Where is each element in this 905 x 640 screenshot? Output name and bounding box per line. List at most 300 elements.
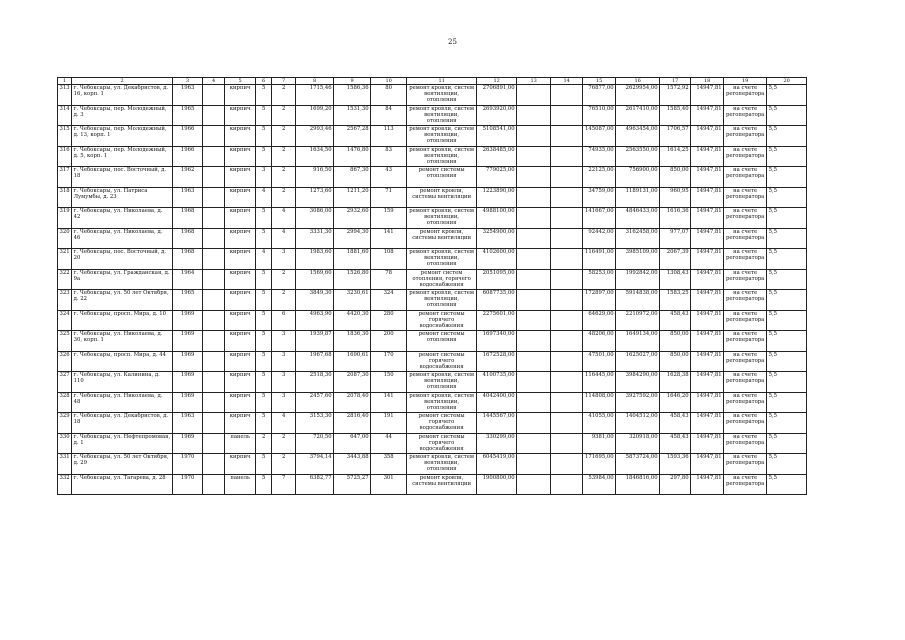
- cell-year: 1963: [173, 187, 203, 208]
- cell-d: 14947,81: [691, 351, 724, 372]
- cell-s2: 2567,28: [334, 126, 371, 147]
- cell-empty: [517, 269, 551, 290]
- cell-p: 108: [371, 249, 407, 270]
- cell-rate: 5,5: [767, 372, 807, 393]
- cell-a: 48206,00: [583, 331, 616, 352]
- cell-rate: 5,5: [767, 351, 807, 372]
- cell-en: 2: [272, 126, 296, 147]
- cell-rate: 5,5: [767, 146, 807, 167]
- cell-d: 14947,81: [691, 413, 724, 434]
- cell-a: 116445,00: [583, 372, 616, 393]
- column-number-cell: 4: [203, 78, 225, 85]
- cell-mat: кирпич: [225, 208, 256, 229]
- cell-d: 14947,81: [691, 392, 724, 413]
- cell-year: 1970: [173, 474, 203, 495]
- cell-n: 331: [58, 454, 72, 475]
- cell-a: 171695,00: [583, 454, 616, 475]
- cell-empty: [517, 249, 551, 270]
- cell-n: 315: [58, 126, 72, 147]
- cell-b: 1189131,00: [616, 187, 660, 208]
- cell-a: 114808,00: [583, 392, 616, 413]
- cell-b: 3984290,00: [616, 372, 660, 393]
- cell-work: ремонт системы горячего водоснабжения: [407, 433, 477, 454]
- cell-rate: 5,5: [767, 187, 807, 208]
- cell-fl: 5: [256, 392, 272, 413]
- cell-en: 4: [272, 228, 296, 249]
- cell-mat: кирпич: [225, 167, 256, 188]
- cell-way: на счете регоператора: [724, 269, 767, 290]
- cell-s1: 2993,46: [296, 126, 334, 147]
- cell-s1: 3849,30: [296, 290, 334, 311]
- cell-s2: 1690,61: [334, 351, 371, 372]
- cell-empty: [517, 331, 551, 352]
- cell-rate: 5,5: [767, 454, 807, 475]
- cell-empty: [517, 413, 551, 434]
- cell-empty: [517, 433, 551, 454]
- cell-way: на счете регоператора: [724, 392, 767, 413]
- column-number-cell: 11: [407, 78, 477, 85]
- cell-empty: [517, 126, 551, 147]
- cell-work: ремонт кровли, систем вентиляции, отопления: [407, 85, 477, 106]
- cell-n: 318: [58, 187, 72, 208]
- column-number-cell: 19: [724, 78, 767, 85]
- cell-empty: [551, 167, 583, 188]
- cell-s2: 1836,30: [334, 331, 371, 352]
- cell-addr: г. Чебоксары, ул. Декабристов, д. 18: [72, 413, 173, 434]
- cell-d: 14947,81: [691, 372, 724, 393]
- cell-mat: панель: [225, 433, 256, 454]
- cell-s2: 2932,60: [334, 208, 371, 229]
- cell-n: 326: [58, 351, 72, 372]
- cell-empty: [517, 105, 551, 126]
- table-row: [58, 249, 807, 270]
- cell-mat: кирпич: [225, 269, 256, 290]
- cell-empty: [551, 290, 583, 311]
- cell-empty: [517, 372, 551, 393]
- cell-addr: г. Чебоксары, ул. Тагарева, д. 28: [72, 474, 173, 495]
- cell-empty: [551, 126, 583, 147]
- cell-empty: [551, 351, 583, 372]
- cell-year: 1963: [173, 413, 203, 434]
- column-number-cell: 7: [272, 78, 296, 85]
- cell-fl: 5: [256, 331, 272, 352]
- cell-fl: 5: [256, 85, 272, 106]
- cell-empty: [551, 249, 583, 270]
- cell-b: 1992842,00: [616, 269, 660, 290]
- cell-way: на счете регоператора: [724, 126, 767, 147]
- column-number-cell: 12: [477, 78, 517, 85]
- cell-fl: 2: [256, 433, 272, 454]
- cell-rate: 5,5: [767, 474, 807, 495]
- housing-repair-table: [57, 77, 807, 495]
- cell-p: 280: [371, 310, 407, 331]
- cell-fl: 4: [256, 249, 272, 270]
- table-row: [58, 474, 807, 495]
- cell-empty: [203, 372, 225, 393]
- cell-mat: кирпич: [225, 228, 256, 249]
- column-number-cell: 13: [517, 78, 551, 85]
- cell-sum: 2693920,00: [477, 105, 517, 126]
- cell-empty: [203, 269, 225, 290]
- cell-rate: 5,5: [767, 413, 807, 434]
- cell-empty: [203, 85, 225, 106]
- cell-p: 71: [371, 187, 407, 208]
- cell-p: 170: [371, 351, 407, 372]
- cell-year: 1965: [173, 290, 203, 311]
- cell-s1: 2518,30: [296, 372, 334, 393]
- cell-s2: 647,00: [334, 433, 371, 454]
- cell-work: ремонт кровли, систем вентиляции, отопления: [407, 126, 477, 147]
- cell-way: на счете регоператора: [724, 249, 767, 270]
- cell-empty: [517, 310, 551, 331]
- cell-work: ремонт систем отопления, горячего водоснабжения: [407, 269, 477, 290]
- page-number: 25: [448, 38, 457, 46]
- cell-fl: 4: [256, 187, 272, 208]
- column-number-row: [58, 78, 807, 85]
- cell-sum: 2706891,00: [477, 85, 517, 106]
- cell-p: 191: [371, 413, 407, 434]
- cell-rate: 5,5: [767, 269, 807, 290]
- cell-c: 1585,40: [660, 105, 691, 126]
- cell-empty: [517, 187, 551, 208]
- cell-empty: [203, 249, 225, 270]
- cell-rate: 5,5: [767, 85, 807, 106]
- cell-en: 3: [272, 392, 296, 413]
- cell-addr: г. Чебоксары, пер. Молодежный, д. 13, корп. 1: [72, 126, 173, 147]
- cell-sum: 1900800,00: [477, 474, 517, 495]
- cell-mat: кирпич: [225, 249, 256, 270]
- cell-s1: 1634,50: [296, 146, 334, 167]
- cell-way: на счете регоператора: [724, 331, 767, 352]
- table-row: [58, 413, 807, 434]
- column-number-cell: 17: [660, 78, 691, 85]
- cell-year: 1968: [173, 249, 203, 270]
- cell-c: 2067,39: [660, 249, 691, 270]
- cell-s2: 1526,80: [334, 269, 371, 290]
- cell-empty: [517, 228, 551, 249]
- cell-a: 58253,00: [583, 269, 616, 290]
- cell-year: 1969: [173, 310, 203, 331]
- table-row: [58, 310, 807, 331]
- cell-c: 458,43: [660, 413, 691, 434]
- cell-way: на счете регоператора: [724, 413, 767, 434]
- cell-way: на счете регоператора: [724, 433, 767, 454]
- cell-d: 14947,81: [691, 85, 724, 106]
- cell-en: 6: [272, 310, 296, 331]
- cell-sum: 330299,00: [477, 433, 517, 454]
- cell-en: 4: [272, 413, 296, 434]
- cell-rate: 5,5: [767, 433, 807, 454]
- cell-rate: 5,5: [767, 105, 807, 126]
- cell-work: ремонт системы отопления: [407, 331, 477, 352]
- cell-d: 14947,81: [691, 474, 724, 495]
- table-row: [58, 167, 807, 188]
- table-row: [58, 454, 807, 475]
- cell-a: 64629,00: [583, 310, 616, 331]
- cell-d: 14947,81: [691, 105, 724, 126]
- cell-s2: 1211,20: [334, 187, 371, 208]
- cell-mat: кирпич: [225, 310, 256, 331]
- cell-fl: 5: [256, 351, 272, 372]
- cell-empty: [551, 474, 583, 495]
- cell-mat: кирпич: [225, 351, 256, 372]
- cell-b: 4963454,00: [616, 126, 660, 147]
- cell-c: 1583,25: [660, 290, 691, 311]
- cell-empty: [203, 187, 225, 208]
- cell-n: 329: [58, 413, 72, 434]
- cell-empty: [203, 351, 225, 372]
- cell-s2: 4420,30: [334, 310, 371, 331]
- cell-s2: 3230,61: [334, 290, 371, 311]
- cell-n: 332: [58, 474, 72, 495]
- cell-b: 4846433,00: [616, 208, 660, 229]
- cell-work: ремонт кровли, системы вентиляции: [407, 474, 477, 495]
- cell-empty: [551, 331, 583, 352]
- cell-n: 316: [58, 146, 72, 167]
- column-number-cell: 3: [173, 78, 203, 85]
- cell-empty: [203, 392, 225, 413]
- cell-sum: 6045419,00: [477, 454, 517, 475]
- cell-way: на счете регоператора: [724, 474, 767, 495]
- cell-p: 141: [371, 392, 407, 413]
- cell-empty: [203, 208, 225, 229]
- column-number-cell: 14: [551, 78, 583, 85]
- cell-n: 324: [58, 310, 72, 331]
- cell-mat: кирпич: [225, 372, 256, 393]
- cell-mat: кирпич: [225, 413, 256, 434]
- cell-sum: 2051095,00: [477, 269, 517, 290]
- cell-sum: 4102600,00: [477, 249, 517, 270]
- cell-n: 321: [58, 249, 72, 270]
- cell-a: 9381,00: [583, 433, 616, 454]
- cell-fl: 5: [256, 454, 272, 475]
- cell-addr: г. Чебоксары, ул. Декабристов, д. 16, корп. 1: [72, 85, 173, 106]
- cell-addr: г. Чебоксары, ул. Калинина, д. 110: [72, 372, 173, 393]
- cell-s1: 916,50: [296, 167, 334, 188]
- cell-work: ремонт кровли, системы вентиляции: [407, 228, 477, 249]
- cell-rate: 5,5: [767, 126, 807, 147]
- column-number-cell: 8: [296, 78, 334, 85]
- table-row: [58, 146, 807, 167]
- cell-b: 5914838,00: [616, 290, 660, 311]
- cell-n: 328: [58, 392, 72, 413]
- cell-s1: 3331,30: [296, 228, 334, 249]
- cell-b: 1649134,00: [616, 331, 660, 352]
- cell-s2: 1476,80: [334, 146, 371, 167]
- cell-a: 76877,00: [583, 85, 616, 106]
- cell-work: ремонт системы горячего водоснабжения: [407, 310, 477, 331]
- cell-s1: 6382,77: [296, 474, 334, 495]
- cell-s1: 1939,87: [296, 331, 334, 352]
- cell-rate: 5,5: [767, 208, 807, 229]
- cell-empty: [551, 187, 583, 208]
- cell-d: 14947,81: [691, 187, 724, 208]
- cell-addr: г. Чебоксары, ул. 50 лет Октября, д. 29: [72, 454, 173, 475]
- cell-n: 320: [58, 228, 72, 249]
- cell-addr: г. Чебоксары, ул. Патриса Лумумбы, д. 23: [72, 187, 173, 208]
- cell-en: 2: [272, 433, 296, 454]
- cell-a: 74935,00: [583, 146, 616, 167]
- cell-c: 1593,36: [660, 454, 691, 475]
- cell-work: ремонт кровли, систем вентиляции, отопления: [407, 208, 477, 229]
- cell-c: 1706,57: [660, 126, 691, 147]
- table-row: [58, 269, 807, 290]
- cell-a: 76510,00: [583, 105, 616, 126]
- cell-p: 324: [371, 290, 407, 311]
- cell-fl: 5: [256, 208, 272, 229]
- cell-n: 319: [58, 208, 72, 229]
- cell-mat: кирпич: [225, 187, 256, 208]
- column-number-cell: 5: [225, 78, 256, 85]
- cell-mat: кирпич: [225, 146, 256, 167]
- cell-b: 3927592,00: [616, 392, 660, 413]
- table-row: [58, 372, 807, 393]
- cell-empty: [517, 208, 551, 229]
- cell-empty: [517, 290, 551, 311]
- cell-en: 7: [272, 474, 296, 495]
- cell-s1: 3794,14: [296, 454, 334, 475]
- cell-d: 14947,81: [691, 208, 724, 229]
- cell-s2: 867,30: [334, 167, 371, 188]
- cell-s1: 2457,60: [296, 392, 334, 413]
- cell-a: 47501,00: [583, 351, 616, 372]
- cell-empty: [517, 167, 551, 188]
- cell-work: ремонт кровли, систем вентиляции, отопления: [407, 105, 477, 126]
- cell-sum: 2638485,00: [477, 146, 517, 167]
- cell-c: 977,07: [660, 228, 691, 249]
- cell-addr: г. Чебоксары, ул. Николаева, д. 46: [72, 228, 173, 249]
- cell-p: 78: [371, 269, 407, 290]
- cell-a: 41055,00: [583, 413, 616, 434]
- cell-empty: [203, 290, 225, 311]
- cell-empty: [551, 454, 583, 475]
- cell-n: 317: [58, 167, 72, 188]
- cell-fl: 5: [256, 474, 272, 495]
- cell-empty: [551, 433, 583, 454]
- cell-mat: кирпич: [225, 126, 256, 147]
- cell-addr: г. Чебоксары, пер. Молодежный, д. 5, корп. 1: [72, 146, 173, 167]
- cell-way: на счете регоператора: [724, 167, 767, 188]
- column-number-cell: 10: [371, 78, 407, 85]
- cell-en: 2: [272, 290, 296, 311]
- cell-c: 458,43: [660, 310, 691, 331]
- cell-empty: [551, 85, 583, 106]
- cell-empty: [203, 167, 225, 188]
- cell-mat: панель: [225, 474, 256, 495]
- cell-sum: 4042400,00: [477, 392, 517, 413]
- cell-empty: [517, 474, 551, 495]
- cell-sum: 1672528,00: [477, 351, 517, 372]
- cell-p: 83: [371, 146, 407, 167]
- cell-work: ремонт кровли, систем вентиляции, отопления: [407, 372, 477, 393]
- cell-fl: 5: [256, 290, 272, 311]
- cell-p: 301: [371, 474, 407, 495]
- cell-empty: [551, 146, 583, 167]
- column-number-cell: 18: [691, 78, 724, 85]
- cell-rate: 5,5: [767, 249, 807, 270]
- cell-empty: [517, 392, 551, 413]
- cell-year: 1969: [173, 392, 203, 413]
- column-number-cell: 2: [72, 78, 173, 85]
- cell-rate: 5,5: [767, 392, 807, 413]
- cell-a: 145087,00: [583, 126, 616, 147]
- cell-way: на счете регоператора: [724, 351, 767, 372]
- cell-s2: 1531,30: [334, 105, 371, 126]
- cell-n: 313: [58, 85, 72, 106]
- table-row: [58, 228, 807, 249]
- table-row: [58, 208, 807, 229]
- cell-empty: [551, 413, 583, 434]
- cell-b: 3985109,00: [616, 249, 660, 270]
- cell-way: на счете регоператора: [724, 372, 767, 393]
- cell-a: 116491,00: [583, 249, 616, 270]
- cell-b: 1404512,00: [616, 413, 660, 434]
- cell-d: 14947,81: [691, 331, 724, 352]
- cell-sum: 4988100,00: [477, 208, 517, 229]
- cell-addr: г. Чебоксары, ул. Николаева, д. 48: [72, 392, 173, 413]
- cell-mat: кирпич: [225, 85, 256, 106]
- cell-work: ремонт системы горячего водоснабжения: [407, 413, 477, 434]
- table-row: [58, 85, 807, 106]
- cell-en: 2: [272, 454, 296, 475]
- cell-empty: [551, 372, 583, 393]
- cell-way: на счете регоператора: [724, 187, 767, 208]
- cell-work: ремонт системы отопления: [407, 167, 477, 188]
- cell-s2: 2078,40: [334, 392, 371, 413]
- cell-d: 14947,81: [691, 290, 724, 311]
- cell-addr: г. Чебоксары, пер. Молодежный, д. 3: [72, 105, 173, 126]
- cell-s2: 2816,40: [334, 413, 371, 434]
- cell-empty: [551, 228, 583, 249]
- cell-s1: 3086,00: [296, 208, 334, 229]
- cell-d: 14947,81: [691, 228, 724, 249]
- cell-mat: кирпич: [225, 331, 256, 352]
- cell-c: 458,43: [660, 433, 691, 454]
- cell-fl: 5: [256, 372, 272, 393]
- cell-rate: 5,5: [767, 167, 807, 188]
- cell-b: 2629954,00: [616, 85, 660, 106]
- cell-addr: г. Чебоксары, ул. Николаева, д. 30, корп. 1: [72, 331, 173, 352]
- cell-empty: [203, 105, 225, 126]
- cell-work: ремонт кровли, систем вентиляции, отопления: [407, 454, 477, 475]
- cell-empty: [551, 269, 583, 290]
- cell-fl: 5: [256, 413, 272, 434]
- cell-b: 320918,00: [616, 433, 660, 454]
- cell-p: 141: [371, 228, 407, 249]
- cell-p: 43: [371, 167, 407, 188]
- cell-b: 5873724,00: [616, 454, 660, 475]
- cell-rate: 5,5: [767, 290, 807, 311]
- cell-c: 1616,36: [660, 208, 691, 229]
- cell-way: на счете регоператора: [724, 228, 767, 249]
- cell-rate: 5,5: [767, 228, 807, 249]
- column-number-cell: 16: [616, 78, 660, 85]
- cell-p: 84: [371, 105, 407, 126]
- cell-way: на счете регоператора: [724, 105, 767, 126]
- cell-work: ремонт системы горячего водоснабжения: [407, 351, 477, 372]
- cell-empty: [203, 413, 225, 434]
- cell-a: 53984,00: [583, 474, 616, 495]
- table-row: [58, 105, 807, 126]
- cell-fl: 5: [256, 269, 272, 290]
- cell-sum: 3254900,00: [477, 228, 517, 249]
- cell-s1: 1569,60: [296, 269, 334, 290]
- cell-year: 1962: [173, 167, 203, 188]
- cell-work: ремонт кровли, систем вентиляции, отопления: [407, 290, 477, 311]
- cell-way: на счете регоператора: [724, 85, 767, 106]
- cell-year: 1969: [173, 351, 203, 372]
- cell-sum: 2275601,00: [477, 310, 517, 331]
